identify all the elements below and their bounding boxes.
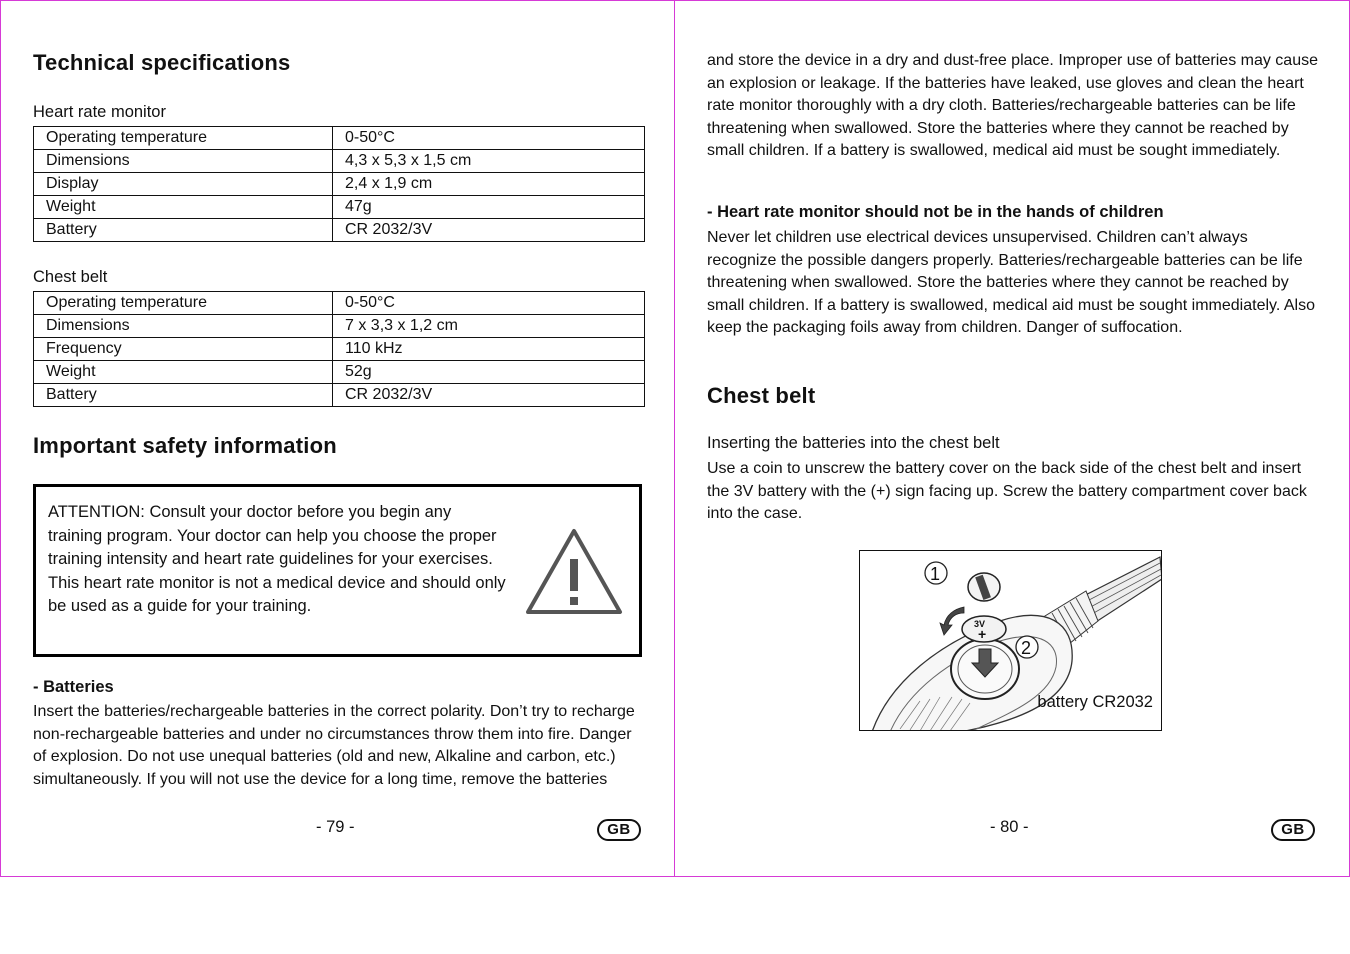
spec-key: Weight	[34, 361, 333, 384]
chest-belt-title: Chest belt	[707, 383, 816, 408]
insert-text: Use a coin to unscrew the battery cover on the back side of the chest belt and insert the 3V battery with the (+) sign facing up. Screw the battery compartment cover back into the case.	[707, 460, 1307, 522]
spec-value: 7 x 3,3 x 1,2 cm	[333, 315, 645, 338]
belt-subtitle: Chest belt	[33, 268, 108, 286]
warning-text: ATTENTION: Consult your doctor before you begin any training program. Your doctor can help you choose the proper training intensity and heart rate guidelines for your exercises. This heart rate monitor is not a medical device and should only be used as a guide for your training.	[48, 503, 506, 615]
spec-value: CR 2032/3V	[333, 219, 645, 242]
table-row	[34, 196, 645, 219]
children-text: Never let children use electrical devices unsupervised. Children can’t always recognize the possible dangers properly. Batteries/rechargeable batteries can be life threatening when swallowed. Store the batteries where they cannot be reached by small children. If a battery is swallowed, medical aid must be sought immediately. Also keep the packaging foils away from children. Danger of suffocation.	[707, 229, 1315, 336]
page-number-left: - 79 -	[316, 818, 355, 836]
lang-badge-left: GB	[597, 819, 641, 841]
warning-triangle-icon	[525, 527, 623, 615]
table-row	[34, 384, 645, 407]
step-2-label: 2	[1021, 638, 1032, 658]
belt-spec-table	[33, 291, 645, 407]
spec-value: 110 kHz	[333, 338, 645, 361]
spec-key: Battery	[34, 219, 333, 242]
children-heading: - Heart rate monitor should not be in the hands of children	[707, 203, 1164, 221]
figure-caption: battery CR2032	[1037, 693, 1153, 711]
hrm-spec-table	[33, 126, 645, 242]
insert-subtitle: Inserting the batteries into the chest belt	[707, 434, 1000, 452]
safety-title: Important safety information	[33, 433, 337, 458]
spec-key: Operating temperature	[34, 127, 333, 150]
spec-key: Frequency	[34, 338, 333, 361]
spec-value: 0-50°C	[333, 127, 645, 150]
spec-value: 4,3 x 5,3 x 1,5 cm	[333, 150, 645, 173]
table-row	[34, 292, 645, 315]
battery-plus-label: +	[978, 626, 987, 642]
table-row	[34, 338, 645, 361]
spec-value: 47g	[333, 196, 645, 219]
table-row	[34, 361, 645, 384]
spec-value: 52g	[333, 361, 645, 384]
battery-figure	[859, 550, 1162, 731]
tech-specs-title: Technical specifications	[33, 50, 291, 75]
spec-key: Operating temperature	[34, 292, 333, 315]
spec-value: 0-50°C	[333, 292, 645, 315]
warning-box	[33, 484, 642, 657]
lang-badge-right: GB	[1271, 819, 1315, 841]
step-1-label: 1	[930, 564, 941, 584]
batteries-heading: - Batteries	[33, 678, 114, 696]
spec-key: Dimensions	[34, 315, 333, 338]
table-row	[34, 315, 645, 338]
table-row	[34, 127, 645, 150]
table-row	[34, 219, 645, 242]
batteries-text: Insert the batteries/rechargeable batteries in the correct polarity. Don’t try to recharge non-rechargeable batteries and under no circumstances throw them into fire. Danger of explosion. Do not use unequal batteries (old and new, Alkaline and carbon, etc.) simultaneously. If you will not use the device for a long time, remove the batteries	[33, 703, 635, 788]
hrm-subtitle: Heart rate monitor	[33, 103, 166, 121]
spec-key: Battery	[34, 384, 333, 407]
table-row	[34, 173, 645, 196]
table-row	[34, 150, 645, 173]
spec-key: Weight	[34, 196, 333, 219]
battery-3v-label: 3V	[974, 619, 986, 629]
spec-key: Dimensions	[34, 150, 333, 173]
spec-value: CR 2032/3V	[333, 384, 645, 407]
spec-key: Display	[34, 173, 333, 196]
spec-value: 2,4 x 1,9 cm	[333, 173, 645, 196]
page-number-right: - 80 -	[990, 818, 1029, 836]
continued-text: and store the device in a dry and dust-free place. Improper use of batteries may cause an explosion or leakage. If the batteries have leaked, use gloves and clean the heart rate monitor thoroughly with a dry cloth. Batteries/rechargeable batteries can be life threatening when swallowed. Store the batteries where they cannot be reached by small children. If a battery is swallowed, medical aid must be sought immediately.	[707, 52, 1318, 159]
